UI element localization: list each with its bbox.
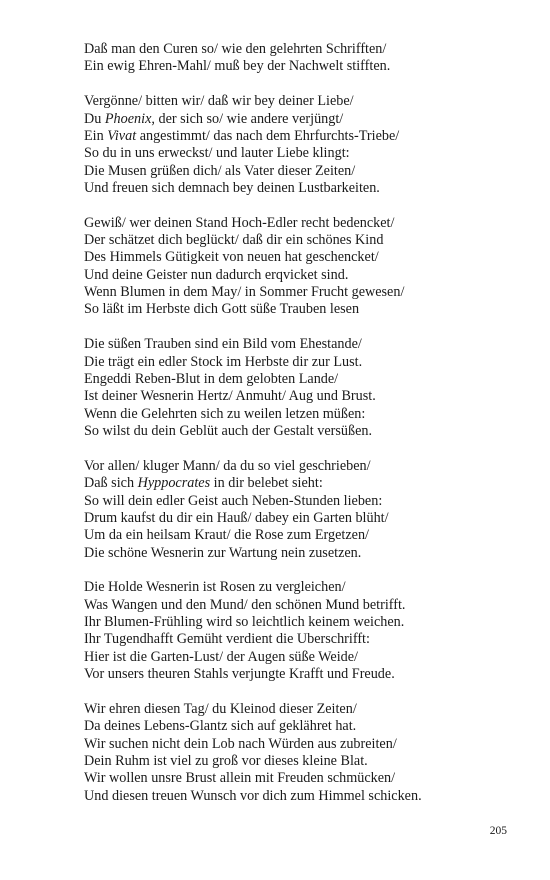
stanza: [84, 215, 524, 319]
verse-line: So wilst du dein Geblüt auch der Gestalt versüßen.: [84, 423, 373, 440]
verse-text: , der sich so/ wie andere verjüngt/: [151, 110, 344, 127]
italic-name: Vivat: [107, 127, 137, 144]
verse-line: Vor unsers theuren Stahls verjungte Krafft und Freude.: [84, 666, 395, 683]
verse-line: Des Himmels Gütigkeit von neuen hat geschencket/: [84, 249, 379, 266]
stanza: [84, 701, 524, 805]
stanza: [84, 579, 524, 683]
italic-name: Phoenix: [104, 110, 152, 127]
verse-line: Die Holde Wesnerin ist Rosen zu vergleichen/: [84, 579, 346, 596]
verse-line: Und diesen treuen Wunsch vor dich zum Himmel schicken.: [84, 787, 422, 804]
verse-line: Vergönne/ bitten wir/ daß wir bey deiner Liebe/: [84, 93, 354, 110]
verse-line: Was Wangen und den Mund/ den schönen Mund betrifft.: [84, 596, 406, 613]
verse-text: Ein: [84, 127, 108, 144]
verse-line: Der schätzet dich beglückt/ daß dir ein schönes Kind: [84, 232, 384, 249]
verse-line: Vor allen/ kluger Mann/ da du so viel geschrieben/: [84, 457, 371, 474]
verse-text: Du: [84, 110, 105, 127]
verse-line: Wir ehren diesen Tag/ du Kleinod dieser Zeiten/: [84, 701, 357, 717]
verse-line: Und freuen sich demnach bey deinen Lustbarkeiten.: [84, 179, 380, 196]
verse-line: [84, 128, 524, 145]
stanza: [84, 336, 524, 440]
verse-line: So läßt im Herbste dich Gott süße Trauben lesen: [84, 301, 360, 318]
verse-line: Engeddi Reben-Blut in dem gelobten Lande/: [84, 371, 339, 387]
verse-line: Hier ist die Garten-Lust/ der Augen süße Weide/: [84, 648, 358, 665]
verse-line: Da deines Lebens-Glantz sich auf geklähret hat.: [84, 718, 357, 735]
verse-line: Daß man den Curen so/ wie den gelehrten Schrifften/: [84, 41, 387, 57]
verse-line: [84, 475, 524, 492]
verse-line: Wenn die Gelehrten sich zu weilen letzen müßen:: [84, 405, 366, 422]
verse-line: Wir suchen nicht dein Lob nach Würden aus zubreiten/: [84, 735, 397, 752]
stanza: [84, 93, 524, 197]
verse-line: Ihr Tugendhafft Gemüht verdient die Uberschrifft:: [84, 631, 370, 648]
stanza: [84, 458, 524, 562]
italic-name: Hyppocrates: [137, 475, 211, 492]
verse-line: Die Musen grüßen dich/ als Vater dieser Zeiten/: [84, 162, 356, 179]
verse-text: angestimmt/ das nach dem Ehrfurchts-Triebe/: [136, 127, 400, 144]
verse-line: Die trägt ein edler Stock im Herbste dir zur Lust.: [84, 353, 363, 370]
verse-line: Die süßen Trauben sind ein Bild vom Ehestande/: [84, 336, 362, 353]
verse-line: Und deine Geister nun dadurch erqvicket sind.: [84, 266, 349, 283]
verse-line: Drum kaufst du dir ein Hauß/ dabey ein Garten blüht/: [84, 509, 389, 526]
verse-line: So will dein edler Geist auch Neben-Stunden lieben:: [84, 492, 383, 509]
verse-text: Daß sich: [84, 475, 138, 492]
stanza: [84, 41, 524, 76]
verse-line: So du in uns erweckst/ und lauter Liebe klingt:: [84, 145, 350, 162]
verse-line: Ein ewig Ehren-Mahl/ muß bey der Nachwelt stifften.: [84, 58, 391, 75]
verse-line: [84, 111, 524, 128]
verse-line: Ist deiner Wesnerin Hertz/ Anmuht/ Aug und Brust.: [84, 388, 376, 405]
verse-line: Um da ein heilsam Kraut/ die Rose zum Ergetzen/: [84, 527, 369, 544]
verse-line: Ihr Blumen-Frühling wird so leichtlich keinem weichen.: [84, 614, 405, 631]
poem-body: [84, 41, 524, 823]
page-number: 205: [489, 825, 507, 837]
verse-line: Gewiß/ wer deinen Stand Hoch-Edler recht bedencket/: [84, 214, 395, 231]
verse-text: in dir belebet sieht:: [210, 475, 323, 492]
verse-line: Dein Ruhm ist viel zu groß vor dieses kleine Blat.: [84, 753, 368, 770]
verse-line: Die schöne Wesnerin zur Wartung nein zusetzen.: [84, 544, 362, 561]
verse-line: Wir wollen unsre Brust allein mit Freuden schmücken/: [84, 770, 396, 787]
verse-line: Wenn Blumen in dem May/ in Sommer Frucht gewesen/: [84, 284, 405, 301]
